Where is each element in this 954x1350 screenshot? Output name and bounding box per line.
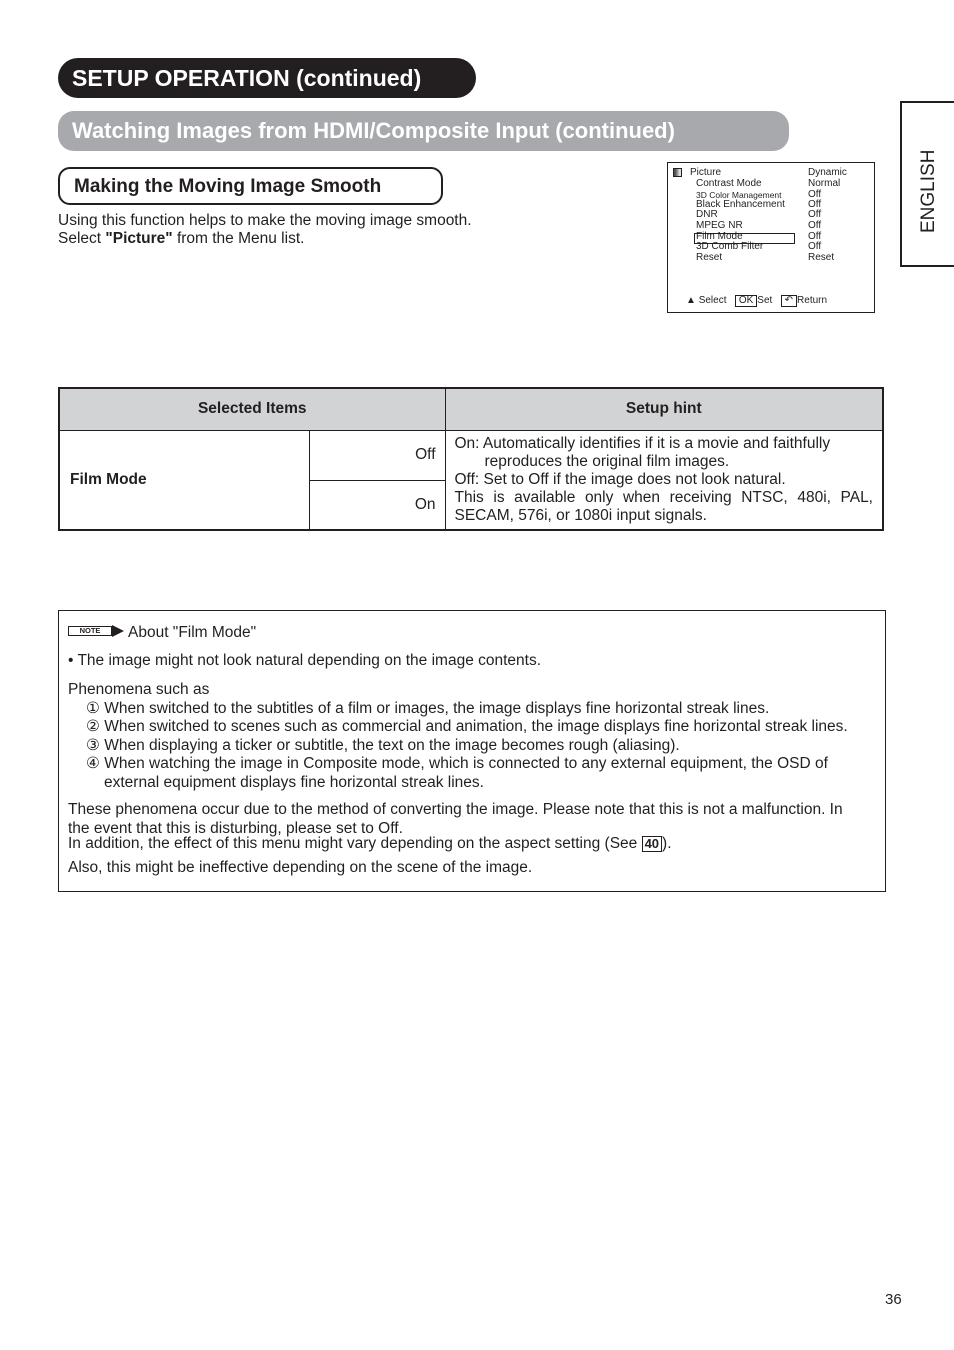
setup-hint-table xyxy=(58,387,884,531)
note-heading xyxy=(68,624,256,643)
hint-off: Off: Set to Off if the image does not look natural. xyxy=(454,470,786,488)
phenomenon-2: ② When switched to scenes such as commercial and animation, the image displays fine horizontal streak lines. xyxy=(86,718,848,735)
menu-value-contrast-mode: Normal xyxy=(808,178,841,189)
note-para1-line1: These phenomena occur due to the method of converting the image. Please note that this is not a malfunction. In xyxy=(68,801,843,818)
header-selected-items: Selected Items xyxy=(59,388,445,430)
menu-item-black-enhancement: Black Enhancement xyxy=(696,199,785,210)
menu-value-picture: Dynamic xyxy=(808,167,847,178)
table-header-row xyxy=(59,388,883,430)
menu-item-film-mode: Film Mode xyxy=(696,231,743,242)
menu-value-reset: Reset xyxy=(808,252,835,263)
menu-value-mpeg-nr: Off xyxy=(808,220,822,231)
phenomena-intro: Phenomena such as xyxy=(68,681,210,698)
language-tab xyxy=(900,101,954,267)
updown-arrow-icon: ▲︎ xyxy=(686,295,696,306)
note-para2: In addition, the effect of this menu might vary depending on the aspect setting (See 40 ). xyxy=(68,835,672,852)
menu-value-3d-comb-filter: Off xyxy=(808,241,822,252)
arrow-right-icon xyxy=(112,625,124,637)
note-bullet: • The image might not look natural depending on the image contents. xyxy=(68,652,542,669)
picture-icon xyxy=(673,168,682,177)
hint-on-cont: reproduces the original film images. xyxy=(484,452,730,470)
hint-availability: This is available only when receiving NTSC, 480i, PAL, SECAM, 576i, or 1080i input signals. xyxy=(454,488,873,524)
page-subtitle: Watching Images from HDMI/Composite Input (continued) xyxy=(58,111,789,151)
page-ref-badge: 40 xyxy=(642,836,662,852)
table-row xyxy=(59,430,883,480)
section-heading: Making the Moving Image Smooth xyxy=(58,167,443,205)
note-box xyxy=(58,610,886,892)
footer-select-label: Select xyxy=(698,295,727,306)
ok-key-icon: OK xyxy=(735,295,757,307)
phenomenon-3: ③ When displaying a ticker or subtitle, the text on the image becomes rough (aliasing). xyxy=(86,737,680,754)
hint-text xyxy=(445,430,883,530)
osd-menu xyxy=(667,162,875,313)
menu-value-dnr: Off xyxy=(808,209,822,220)
page-title: SETUP OPERATION (continued) xyxy=(58,58,476,98)
note-tag: NOTE xyxy=(68,626,112,636)
option-on: On xyxy=(309,480,445,530)
hint-on: On: Automatically identifies if it is a movie and faithfully xyxy=(454,434,831,452)
menu-item-picture: Picture xyxy=(690,167,722,178)
item-film-mode: Film Mode xyxy=(59,430,309,530)
menu-item-reset: Reset xyxy=(696,252,723,263)
phenomenon-4-cont: external equipment displays fine horizontal streak lines. xyxy=(104,774,484,791)
menu-item-mpeg-nr: MPEG NR xyxy=(696,220,743,231)
menu-item-3d-comb-filter: 3D Comb Filter xyxy=(696,241,764,252)
phenomenon-1: ① When switched to the subtitles of a film or images, the image displays fine horizontal streak lines. xyxy=(86,700,770,717)
option-off: Off xyxy=(309,430,445,480)
intro-text xyxy=(58,212,472,248)
menu-value-black-enhancement: Off xyxy=(808,199,822,210)
menu-footer xyxy=(686,295,827,307)
picture-keyword: "Picture" xyxy=(105,230,173,247)
return-key-icon: ↶ xyxy=(781,295,797,307)
language-label: ENGLISH xyxy=(918,149,939,233)
menu-item-dnr: DNR xyxy=(696,209,718,220)
intro-line-2: Select "Picture" from the Menu list. xyxy=(58,230,305,247)
menu-value-film-mode: Off xyxy=(808,231,822,242)
note-para3: Also, this might be ineffective depending on the scene of the image. xyxy=(68,859,533,876)
footer-set-label: Set xyxy=(757,295,773,306)
note-title: About "Film Mode" xyxy=(128,624,257,641)
header-setup-hint: Setup hint xyxy=(445,388,883,430)
menu-item-contrast-mode: Contrast Mode xyxy=(696,178,762,189)
phenomenon-4: ④ When watching the image in Composite mode, which is connected to any external equipment, the OSD of xyxy=(86,755,828,772)
footer-return-label: Return xyxy=(797,295,828,306)
menu-item-3d-color: 3D Color Management xyxy=(696,190,782,200)
note-para1-line2: the event that this is disturbing, please set to Off. xyxy=(68,820,403,837)
page-number: 36 xyxy=(885,1291,902,1308)
menu-value-3d-color: Off xyxy=(808,189,822,200)
intro-line-1: Using this function helps to make the moving image smooth. xyxy=(58,212,472,229)
